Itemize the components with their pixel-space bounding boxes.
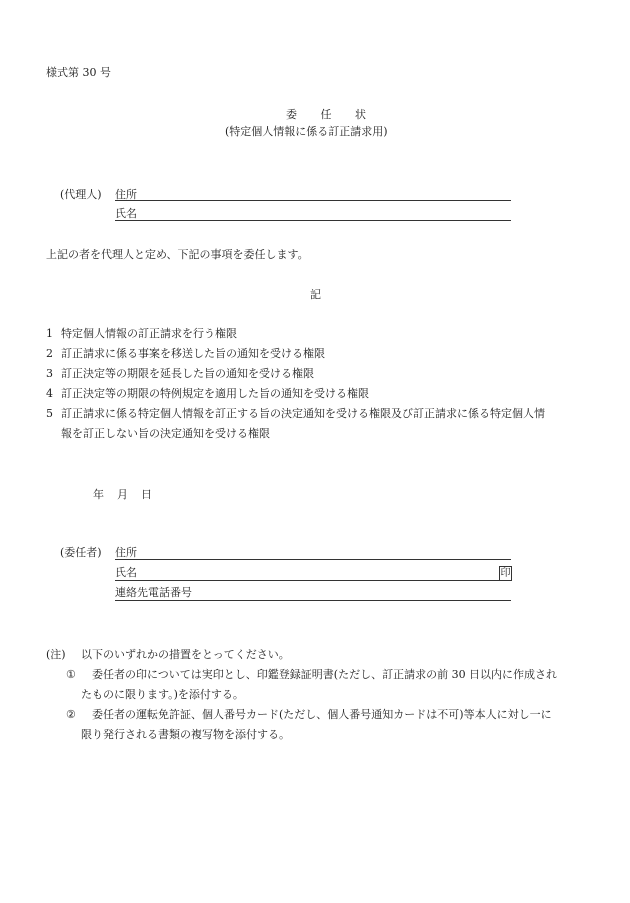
principal-phone-field[interactable] (115, 600, 511, 601)
note-item-mark: ① (66, 668, 76, 681)
agent-address-field[interactable] (115, 200, 511, 201)
agent-name-label: 氏名 (115, 207, 137, 220)
item-text-continued: 報を訂正しない旨の決定通知を受ける権限 (61, 427, 270, 440)
date-day: 日 (141, 488, 152, 501)
note-item-text-continued: 限り発行される書類の複写物を添付する。 (81, 728, 290, 741)
ki-heading: 記 (310, 288, 321, 301)
principal-name-label: 氏名 (115, 566, 137, 579)
principal-name-field[interactable] (115, 580, 511, 581)
item-number: 3 (46, 367, 53, 380)
item-number: 1 (46, 327, 53, 340)
date-month: 月 (117, 488, 128, 501)
principal-phone-label: 連絡先電話番号 (115, 586, 192, 599)
principal-address-label: 住所 (115, 546, 137, 559)
item-text: 訂正決定等の期限を延長した旨の通知を受ける権限 (61, 367, 314, 380)
date-year: 年 (93, 488, 104, 501)
note-item-mark: ② (66, 708, 76, 721)
item-text: 特定個人情報の訂正請求を行う権限 (61, 327, 237, 340)
seal-mark: 印 (500, 568, 511, 579)
document-title: 委 任 状 (286, 108, 376, 121)
document-subtitle: (特定個人情報に係る訂正請求用) (225, 125, 388, 138)
principal-label: (委任者) (60, 546, 102, 559)
agent-name-field[interactable] (115, 220, 511, 221)
item-number: 4 (46, 387, 53, 400)
delegation-statement: 上記の者を代理人と定め、下記の事項を委任します。 (46, 248, 309, 261)
agent-label: (代理人) (60, 188, 102, 201)
item-number: 5 (46, 407, 53, 420)
note-item-text: 委任者の運転免許証、個人番号カード(ただし、個人番号通知カードは不可)等本人に対し一に (92, 708, 552, 721)
form-number: 様式第 30 号 (46, 66, 111, 79)
note-item-text: 委任者の印については実印とし、印鑑登録証明書(ただし、訂正請求の前 30 日以内に作成され (92, 668, 558, 681)
item-text: 訂正請求に係る事案を移送した旨の通知を受ける権限 (61, 347, 325, 360)
agent-address-label: 住所 (115, 188, 137, 201)
note-label: (注) (46, 648, 66, 661)
note-intro: 以下のいずれかの措置をとってください。 (81, 648, 290, 661)
item-text: 訂正請求に係る特定個人情報を訂正する旨の決定通知を受ける権限及び訂正請求に係る特定個人情 (61, 407, 545, 420)
note-item-text-continued: たものに限ります。)を添付する。 (81, 688, 244, 701)
principal-address-field[interactable] (115, 559, 511, 560)
item-text: 訂正決定等の期限の特例規定を適用した旨の通知を受ける権限 (61, 387, 369, 400)
item-number: 2 (46, 347, 53, 360)
